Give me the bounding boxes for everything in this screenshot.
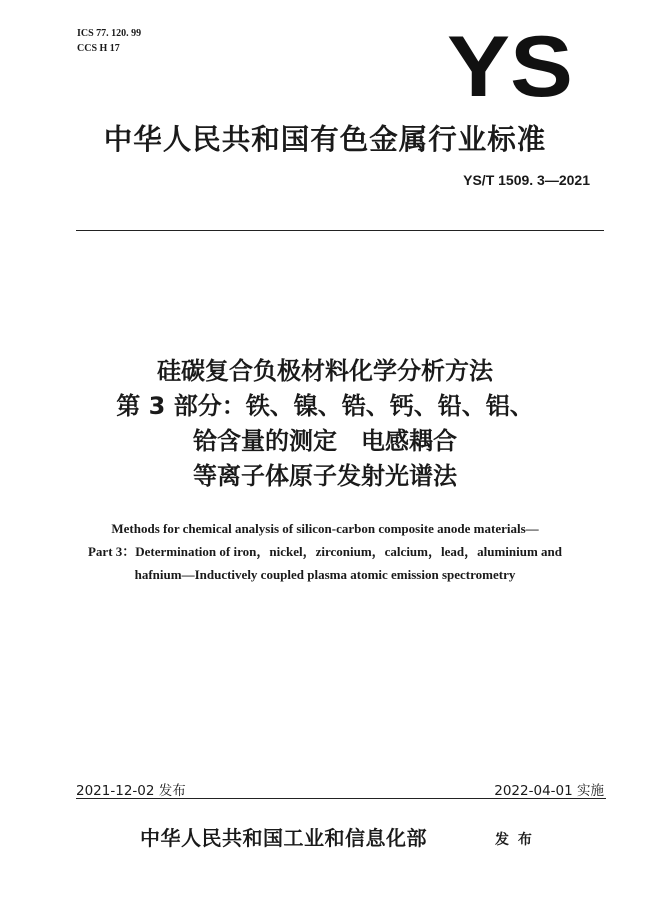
- standard-code: YS/T 1509. 3—2021: [463, 172, 590, 188]
- chinese-title-line-2: 第 3 部分：铁、镍、锆、钙、铅、铝、: [116, 392, 534, 420]
- issuing-authority: 中华人民共和国工业和信息化部: [140, 826, 427, 850]
- chinese-title: [0, 354, 650, 494]
- classification-block: [77, 26, 141, 56]
- header-divider: [76, 230, 604, 231]
- english-title-line-1: Methods for chemical analysis of silicon-carbon composite anode materials—: [111, 521, 539, 536]
- issue-label: 发 布: [495, 832, 534, 848]
- english-title-line-3: hafnium—Inductively coupled plasma atomic emission spectrometry: [134, 567, 516, 582]
- ccs-code: CCS H 17: [77, 43, 120, 54]
- standard-category-title: 中华人民共和国有色金属行业标准: [103, 123, 547, 156]
- english-title: [0, 517, 650, 586]
- chinese-title-line-1: 硅碳复合负极材料化学分析方法: [157, 357, 493, 385]
- publish-date: 2021-12-02 发布: [76, 783, 186, 799]
- chinese-title-line-3: 铪含量的测定 电感耦合: [193, 427, 457, 455]
- footer-divider: [76, 798, 606, 799]
- english-title-line-2: Part 3：Determination of iron，nickel，zirconium，calcium，lead，aluminium and: [87, 544, 562, 559]
- chinese-title-line-4: 等离子体原子发射光谱法: [193, 462, 457, 490]
- implementation-date: 2022-04-01 实施: [494, 783, 604, 799]
- ys-logo: [447, 30, 575, 100]
- ics-code: ICS 77. 120. 99: [77, 28, 142, 39]
- ys-logo-text: YS: [447, 30, 573, 100]
